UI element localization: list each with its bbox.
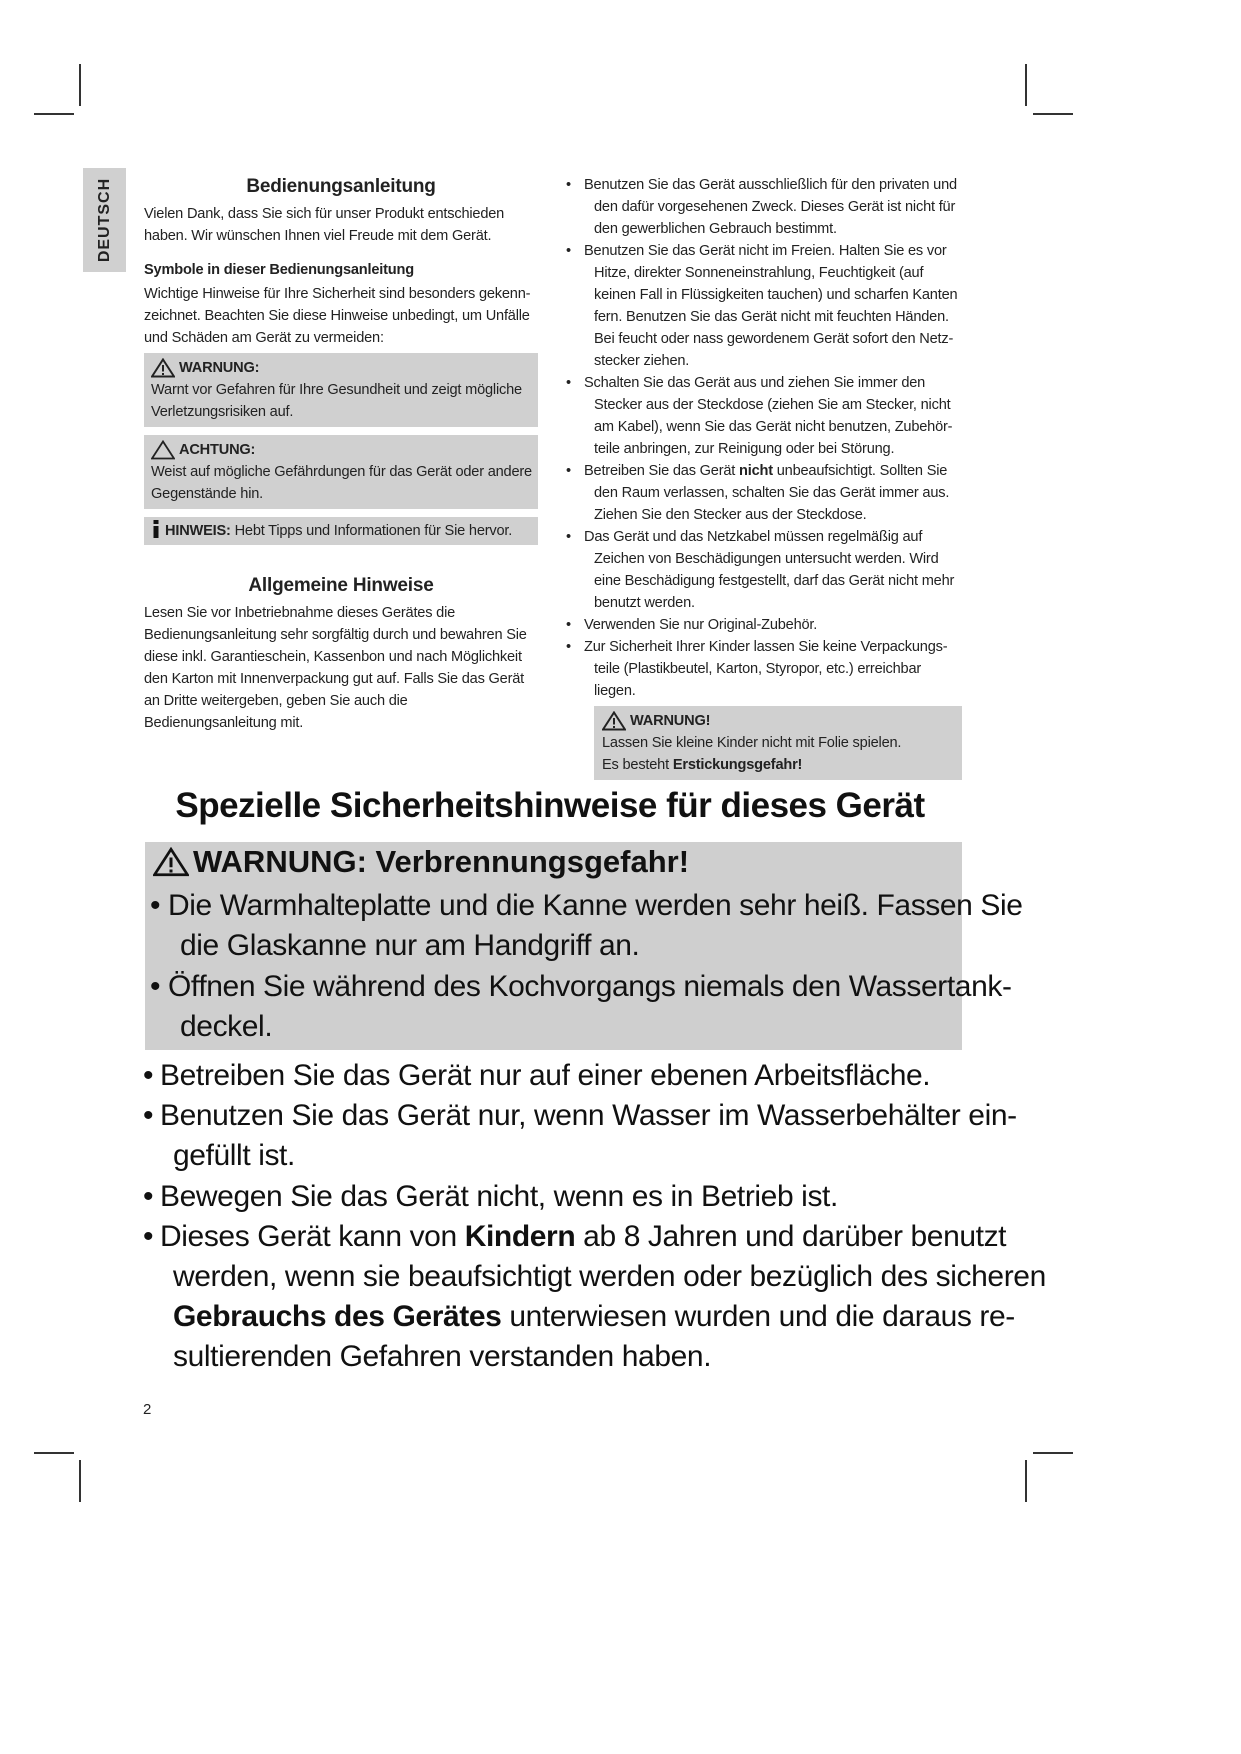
crop-mark <box>1033 113 1073 115</box>
list-item-text: Dieses Gerät kann von <box>160 1220 465 1253</box>
list-item-text: Betreiben Sie das Gerät <box>584 463 740 479</box>
warning-title: WARNUNG: <box>179 360 260 376</box>
intro-text: Vielen Dank, dass Sie sich für unser Produkt entschieden haben. Wir wünschen Ihnen viel Freude mit dem Gerät. <box>144 206 505 244</box>
caution-text: Weist auf mögliche Gefährdungen für das Gerät oder andere Gegenstände hin. <box>151 464 532 502</box>
warning-triangle-icon <box>153 847 189 877</box>
note-text: Hebt Tipps und Informationen für Sie hervor. <box>234 523 513 539</box>
symbols-heading: Symbole in dieser Bedienungsanleitung <box>144 262 414 278</box>
crop-mark <box>34 113 74 115</box>
caution-title: ACHTUNG: <box>179 442 256 458</box>
list-item-text: unterwiesen wurden und die daraus re- <box>501 1300 1015 1333</box>
warning-text: Warnt vor Gefahren für Ihre Gesundheit und zeigt mögliche Verletzungsrisiken auf. <box>151 382 522 420</box>
warning-box <box>144 353 538 427</box>
list-item-emphasis: Gebrauchs des Gerätes <box>173 1300 502 1333</box>
language-tab-label: DEUTSCH <box>95 177 113 263</box>
general-text: Lesen Sie vor Inbetriebnahme dieses Gerätes die Bedienungsanleitung sehr sorgfältig durch und bewahren Sie diese inkl. Garantieschein, Kassenbon und nach Möglichkeit den Karton mit Innenverpackung gut auf. Falls Sie das Gerät an Dritte weitergeben, geben Sie auch die Bedienungsanleitung mit. <box>144 605 527 731</box>
list-item-text: Benutzen Sie das Gerät nur, wenn Wasser im Wasserbehälter ein- <box>160 1099 1017 1132</box>
list-item-text: Öffnen Sie während des Kochvorgangs niemals den Wassertank- <box>168 970 1012 1003</box>
child-warning-emphasis: Erstickungsgefahr! <box>672 757 803 773</box>
special-safety-title: Spezielle Sicherheitshinweise für dieses Gerät <box>175 786 925 825</box>
info-icon <box>151 520 161 538</box>
list-item-text: Bewegen Sie das Gerät nicht, wenn es in Betrieb ist. <box>160 1180 838 1213</box>
child-warning-line: Lassen Sie kleine Kinder nicht mit Folie spielen. <box>602 735 902 751</box>
list-item: • Das Gerät und das Netzkabel müssen regelmäßig auf Zeichen von Beschädigungen untersucht werden. Wird eine Beschädigung festgestellt, darf das Gerät nicht mehr benutzt werden. <box>566 526 966 614</box>
list-item: • Betreiben Sie das Gerät nur auf einer ebenen Arbeitsfläche. <box>143 1056 930 1096</box>
list-item-text: gefüllt ist. <box>173 1139 295 1172</box>
list-item: • Benutzen Sie das Gerät ausschließlich für den privaten und den dafür vorgesehenen Zweck. Dieses Gerät ist nicht für den gewerblichen Gebrauch bestimmt. <box>566 174 966 240</box>
language-tab <box>83 168 126 272</box>
symbols-text: Wichtige Hinweise für Ihre Sicherheit sind besonders gekennzeichnet. Beachten Sie diese Hinweise unbedingt, um Unfälle und Schäden am Gerät zu vermeiden: <box>144 286 531 346</box>
list-item-text: deckel. <box>180 1010 273 1043</box>
list-item: • Dieses Gerät kann von Kindern ab 8 Jahren und darüber benutzt werden, wenn sie beaufsichtigt werden oder bezüglich des sicheren Gebrauchs des Gerätes unterwiesen wurden und die daraus re- sultierenden Gefahren verstanden haben. <box>143 1217 1046 1377</box>
list-item-text: Die Warmhalteplatte und die Kanne werden sehr heiß. Fassen Sie <box>168 889 1023 922</box>
warning-triangle-icon <box>602 711 626 731</box>
child-warning-text: Es besteht <box>602 757 673 773</box>
list-item-text: ab 8 Jahren und darüber benutzt <box>575 1220 1007 1253</box>
right-column <box>566 174 966 780</box>
list-item: • Verwenden Sie nur Original-Zubehör. <box>566 614 966 636</box>
child-warning-title: WARNUNG! <box>630 713 711 729</box>
list-item: • Schalten Sie das Gerät aus und ziehen Sie immer den Stecker aus der Steckdose (ziehen Sie am Stecker, nicht am Kabel), wenn Sie das Gerät nicht benutzen, Zubehörteile anbringen, zur Reinigung oder bei Störung. <box>566 372 966 460</box>
crop-mark <box>1025 64 1027 106</box>
note-box <box>144 517 538 545</box>
list-item-text: sultierenden Gefahren verstanden haben. <box>173 1340 712 1373</box>
list-item: • Benutzen Sie das Gerät nicht im Freien. Halten Sie es vor Hitze, direkter Sonneneinstrahlung, Feuchtigkeit (auf keinen Fall in Flüssigkeiten tauchen) und scharfen Kanten fern. Benutzen Sie das Gerät nicht mit feuchten Händen. Bei feucht oder nass gewordenem Gerät sofort den Netzstecker ziehen. <box>566 240 966 372</box>
list-item-text: werden, wenn sie beaufsichtigt werden oder bezüglich des sicheren <box>173 1260 1046 1293</box>
manual-title: Bedienungsanleitung <box>246 176 436 197</box>
list-item <box>566 460 966 526</box>
note-title: HINWEIS: <box>165 523 231 539</box>
list-item-text: unbeaufsichtigt. Sollten Sie den Raum verlassen, schalten Sie das Gerät immer aus. Ziehen Sie den Stecker aus der Steckdose. <box>594 463 950 523</box>
burn-warning-heading <box>153 844 689 880</box>
list-item: • Bewegen Sie das Gerät nicht, wenn es in Betrieb ist. <box>143 1177 838 1217</box>
list-item-emphasis: nicht <box>739 463 773 479</box>
list-item: • Zur Sicherheit Ihrer Kinder lassen Sie keine Verpackungsteile (Plastikbeutel, Karton, Styropor, etc.) erreichbar liegen. <box>566 636 966 702</box>
caution-box <box>144 435 538 509</box>
page-number: 2 <box>143 1401 152 1418</box>
safety-list <box>566 174 966 702</box>
child-warning-box <box>594 706 962 780</box>
list-item-text: Betreiben Sie das Gerät nur auf einer ebenen Arbeitsfläche. <box>160 1059 931 1092</box>
crop-mark <box>34 1452 74 1454</box>
crop-mark <box>1033 1452 1073 1454</box>
warning-triangle-icon <box>151 358 175 378</box>
list-item-text: die Glaskanne nur am Handgriff an. <box>180 929 640 962</box>
child-warning-line <box>602 754 954 776</box>
left-column <box>144 174 538 734</box>
crop-mark <box>79 64 81 106</box>
list-item-emphasis: Kindern <box>464 1220 576 1253</box>
caution-triangle-icon <box>151 440 175 460</box>
list-item: • Öffnen Sie während des Kochvorgangs niemals den Wassertank- deckel. <box>150 967 1012 1047</box>
list-item: • Benutzen Sie das Gerät nur, wenn Wasser im Wasserbehälter ein- gefüllt ist. <box>143 1096 1017 1176</box>
list-item: • Die Warmhalteplatte und die Kanne werden sehr heiß. Fassen Sie die Glaskanne nur am Handgriff an. <box>150 886 1023 966</box>
general-heading: Allgemeine Hinweise <box>248 575 434 596</box>
crop-mark <box>79 1460 81 1502</box>
burn-warning-title: WARNUNG: Verbrennungsgefahr! <box>193 844 690 879</box>
crop-mark <box>1025 1460 1027 1502</box>
